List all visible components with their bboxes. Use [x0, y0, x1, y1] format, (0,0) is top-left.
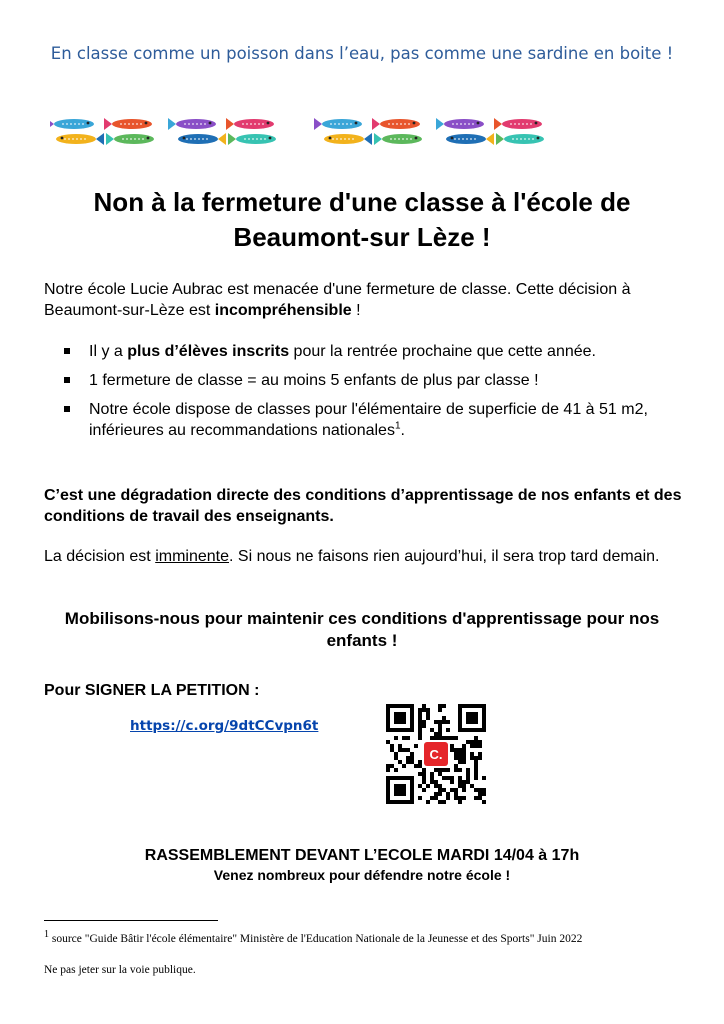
bullet-square-icon [64, 348, 70, 354]
bullet-text-end: . [400, 422, 405, 439]
qr-code-icon [386, 704, 486, 804]
intro-paragraph [44, 279, 684, 321]
bullet-text: Il y a [89, 343, 128, 360]
fish-icon [496, 133, 544, 145]
fish-illustration [50, 116, 670, 148]
page-title: Non à la fermeture d'une classe à l'école de Beaumont-sur Lèze ! [93, 187, 631, 252]
intro-text: Notre école Lucie Aubrac est menacée d'une fermeture de classe. Cette décision à Beaumont-sur-Lèze est [44, 281, 631, 319]
fish-icon [50, 118, 94, 130]
fish-icon [446, 133, 494, 145]
degradation-statement: C’est une dégradation directe des conditions d’apprentissage de nos enfants et des conditions de travail des enseignants. [44, 487, 682, 525]
qr-logo-text: C. [429, 747, 443, 762]
list-item [64, 370, 684, 391]
fish-icon [104, 118, 152, 130]
fish-icon [314, 118, 362, 130]
fish-icon [436, 118, 484, 130]
decision-text: La décision est [44, 548, 156, 565]
bullet-list [64, 341, 684, 449]
fish-icon [494, 118, 542, 130]
footnote-text: source "Guide Bâtir l'école élémentaire" Ministère de l'Education Nationale de la Jeunesse et des Sports" Juin 2022 [49, 933, 583, 945]
decision-underlined: imminente [155, 548, 229, 565]
fish-icon [226, 118, 274, 130]
bullet-square-icon [64, 377, 70, 383]
bullet-text: Notre école dispose de classes pour l'élémentaire de superficie de 41 à 51 m2, inférieures au recommandations nationales [89, 401, 648, 439]
petition-label: Pour SIGNER LA PETITION : [44, 682, 260, 699]
footnote [44, 929, 684, 947]
decision-paragraph [44, 546, 684, 567]
rally-announcement: RASSEMBLEMENT DEVANT L’ECOLE MARDI 14/04 à 17h [144, 847, 580, 864]
footnote-marker: 1 [44, 929, 49, 941]
fish-icon [178, 133, 226, 145]
fish-icon [324, 133, 372, 145]
petition-link[interactable]: https://c.org/9dtCCvpn6t [130, 718, 319, 734]
bullet-text-end: pour la rentrée prochaine que cette année. [289, 343, 596, 360]
qr-code[interactable] [386, 704, 486, 804]
intro-end: ! [351, 302, 361, 319]
fish-icon [374, 133, 422, 145]
rally-subtitle: Venez nombreux pour défendre notre école ! [213, 867, 511, 883]
mobilise-heading: Mobilisons-nous pour maintenir ces conditions d'apprentissage pour nos enfants ! [64, 609, 660, 650]
decision-text-end: . Si nous ne faisons rien aujourd’hui, il sera trop tard demain. [229, 548, 660, 565]
bullet-square-icon [64, 406, 70, 412]
tagline: En classe comme un poisson dans l’eau, pas comme une sardine en boite ! [50, 44, 674, 63]
fish-icon [168, 118, 216, 130]
footnote-divider [44, 920, 218, 921]
intro-emphasis: incompréhensible [214, 302, 352, 319]
bullet-bold: plus d’élèves inscrits [127, 343, 290, 360]
fish-icon [56, 133, 104, 145]
footnote-ref: 1 [394, 420, 401, 432]
list-item [64, 399, 684, 441]
fish-icon [228, 133, 276, 145]
list-item [64, 341, 684, 362]
disclaimer: Ne pas jeter sur la voie publique. [44, 964, 196, 976]
fish-decoration [50, 116, 670, 148]
bullet-text: 1 fermeture de classe = au moins 5 enfants de plus par classe ! [89, 372, 539, 389]
fish-icon [372, 118, 420, 130]
fish-icon [106, 133, 154, 145]
